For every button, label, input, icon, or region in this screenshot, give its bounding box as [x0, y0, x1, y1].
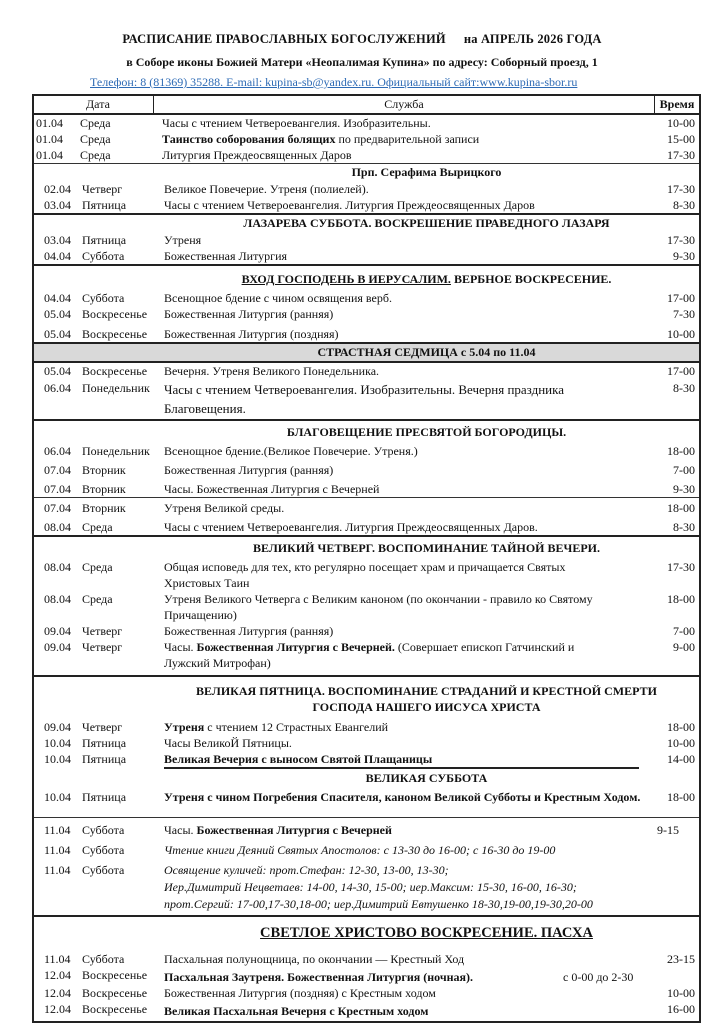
row-time: 8-30 — [673, 381, 695, 395]
row-service: Утреня Великого Четверга с Великим каноном (по окончании - правило ко Святому Причащению) — [164, 592, 593, 622]
section-title — [34, 677, 699, 717]
table-row — [34, 498, 699, 516]
row-service: Божественная Литургия (поздняя) — [164, 327, 339, 341]
row-weekday: Воскресенье — [82, 986, 148, 1000]
table-row — [34, 967, 699, 985]
row-weekday: Среда — [80, 148, 111, 162]
row-date: 04.04 — [44, 291, 71, 305]
row-time: 17-30 — [667, 182, 695, 196]
section-title: Прп. Серафима Вырицкого — [351, 165, 502, 179]
row-date: 09.04 — [44, 624, 71, 638]
row-date: 10.04 — [44, 752, 71, 766]
section-pascha — [34, 917, 699, 1021]
table-row — [34, 559, 699, 591]
kulich-blessing-line-3: прот.Сергий: 17-00,17-30,18-00; иер.Димитрий Евтушенко 18-30,19-00,19-30,20-00 — [164, 897, 593, 911]
service-bold: Утреня — [164, 720, 205, 734]
row-weekday: Среда — [82, 592, 113, 606]
row-weekday: Среда — [82, 520, 113, 534]
row-service: Божественная Литургия (ранняя) — [164, 624, 334, 638]
row-time: 18-00 — [667, 720, 695, 734]
row-time: 18-00 — [667, 790, 695, 804]
section-title: ЛАЗАРЕВА СУББОТА. ВОСКРЕШЕНИЕ ПРАВЕДНОГО ЛАЗАРЯ — [243, 216, 610, 230]
row-weekday: Воскресенье — [82, 968, 148, 982]
contact-link[interactable]: Телефон: 8 (81369) 35288. E-mail: kupina-sb@yandex.ru. Официальный сайт:www.kupina-sbor.ru — [90, 75, 578, 89]
table-row — [34, 147, 699, 163]
kulich-blessing-line-2: Иер.Димитрий Нецветаев: 14-00, 14-30, 15-00; иер.Максим: 15-30, 16-00, 16-30; — [164, 880, 577, 894]
section-title: БЛАГОВЕЩЕНИЕ ПРЕСВЯТОЙ БОГОРОДИЦЫ. — [286, 425, 567, 439]
row-weekday: Среда — [80, 116, 111, 130]
service-bold: Божественная Литургия с Вечерней. — [196, 640, 395, 654]
row-weekday: Пятница — [82, 752, 127, 766]
row-service: Всенощное бдение с чином освящения верб. — [164, 291, 392, 305]
section-lazarus-saturday — [34, 215, 699, 266]
row-service — [164, 967, 655, 985]
row-date: 03.04 — [44, 233, 71, 247]
table-row — [34, 326, 699, 342]
section-april-1 — [34, 115, 699, 164]
row-date: 10.04 — [44, 736, 71, 750]
contact-line[interactable] — [68, 75, 577, 90]
section-title-line-1: ВЕЛИКАЯ ПЯТНИЦА. ВОСПОМИНАНИЕ СТРАДАНИЙ И КРЕСТНОЙ СМЕРТИ — [196, 684, 657, 698]
row-date: 11.04 — [44, 863, 71, 877]
row-weekday: Вторник — [82, 482, 126, 496]
table-row — [34, 248, 699, 264]
section-title-text: СВЕТЛОЕ ХРИСТОВО ВОСКРЕСЕНИЕ. ПАСХА — [260, 925, 593, 941]
service-time-range: с 0-00 до 2-30 — [563, 970, 634, 984]
row-time: 9-30 — [673, 249, 695, 263]
row-time: 10-00 — [667, 736, 695, 750]
row-weekday: Вторник — [82, 463, 126, 477]
row-service — [164, 1001, 655, 1019]
row-date: 09.04 — [44, 720, 71, 734]
service-bold: Великая Пасхальная Вечерня с Крестным ходом — [164, 1004, 429, 1018]
row-time: 7-00 — [673, 624, 695, 638]
section-great-friday — [34, 677, 699, 818]
table-row — [34, 1001, 699, 1021]
row-weekday: Четверг — [82, 640, 123, 654]
table-row — [34, 591, 699, 623]
row-time: 8-30 — [673, 520, 695, 534]
service-rest: по предварительной записи — [335, 132, 480, 146]
row-date: 11.04 — [44, 952, 71, 966]
row-time: 23-15 — [667, 952, 695, 966]
row-date: 07.04 — [44, 463, 71, 477]
row-time: 9-00 — [673, 640, 695, 654]
column-header-service: Служба — [154, 96, 655, 113]
row-time: 7-00 — [673, 463, 695, 477]
schedule-table — [32, 94, 701, 1023]
table-row — [34, 115, 699, 131]
row-date: 07.04 — [44, 482, 71, 496]
table-row — [34, 751, 699, 769]
row-time: 10-00 — [667, 327, 695, 341]
table-row — [34, 462, 699, 478]
table-row — [34, 951, 699, 967]
row-weekday: Понедельник — [82, 444, 150, 458]
row-time: 17-30 — [667, 233, 695, 247]
table-row — [34, 818, 699, 838]
section-great-thursday — [34, 537, 699, 677]
table-row — [34, 519, 699, 535]
table-row — [34, 232, 699, 248]
row-date: 01.04 — [36, 116, 63, 130]
table-row — [34, 290, 699, 306]
row-weekday: Четверг — [82, 624, 123, 638]
row-time: 17-30 — [667, 148, 695, 162]
row-date: 03.04 — [44, 198, 71, 212]
table-row — [34, 787, 699, 817]
row-date: 06.04 — [44, 381, 71, 395]
row-service: Утреня — [164, 233, 202, 247]
section-title — [34, 266, 699, 290]
row-time: 16-00 — [667, 1002, 695, 1016]
page-subtitle: в Соборе иконы Божией Матери «Неопалимая Купина» по адресу: Соборный проезд, 1 — [126, 55, 598, 69]
row-weekday: Суббота — [82, 863, 125, 877]
holy-week-band: СТРАСТНАЯ СЕДМИЦА с 5.04 по 11.04 — [34, 344, 699, 363]
row-service: Божественная Литургия (ранняя) — [164, 463, 334, 477]
section-title-underlined: ВХОД ГОСПОДЕНЬ В ИЕРУСАЛИМ. — [241, 272, 451, 286]
column-header-time: Время — [659, 97, 695, 111]
row-service — [164, 822, 655, 838]
row-date: 08.04 — [44, 520, 71, 534]
row-service: Часы с чтением Четвероевангелия. Литургия Преждеосвященных Даров. — [164, 520, 538, 534]
table-row — [34, 862, 699, 915]
service-bold: Божественная Литургия с Вечерней — [196, 823, 392, 837]
row-service: Вечерня. Утреня Великого Понедельника. — [164, 364, 380, 378]
row-weekday: Воскресенье — [82, 307, 148, 321]
row-weekday: Четверг — [82, 720, 123, 734]
row-weekday: Среда — [82, 560, 113, 574]
row-service: Часы с чтением Четвероевангелия. Изобразительны. — [162, 116, 431, 130]
table-row — [34, 443, 699, 459]
subsection-title: ВЕЛИКАЯ СУББОТА — [365, 771, 488, 785]
row-weekday: Пятница — [82, 736, 127, 750]
row-date: 09.04 — [44, 640, 71, 654]
row-date: 08.04 — [44, 592, 71, 606]
row-time: 18-00 — [667, 444, 695, 458]
row-weekday: Воскресенье — [82, 1002, 148, 1016]
table-row — [34, 842, 699, 858]
row-date: 12.04 — [44, 968, 71, 982]
table-row — [34, 481, 699, 497]
service-pre: Часы. — [164, 823, 197, 837]
row-weekday: Пятница — [82, 233, 127, 247]
row-service: Часы ВеликоЙ Пятницы. — [164, 736, 292, 750]
row-service: Часы с чтением Четвероевангелия. Изобразительны. Вечерня праздника Благовещения. — [164, 382, 564, 416]
row-weekday: Четверг — [82, 182, 123, 196]
row-time: 18-00 — [667, 501, 695, 515]
row-date: 05.04 — [44, 307, 71, 321]
table-row — [34, 197, 699, 213]
row-time: 18-00 — [667, 592, 695, 606]
row-date: 04.04 — [44, 249, 71, 263]
row-service — [164, 719, 655, 735]
row-time: 9-30 — [673, 482, 695, 496]
row-time: 17-00 — [667, 291, 695, 305]
row-weekday: Суббота — [82, 843, 125, 857]
table-row — [34, 985, 699, 1001]
row-date: 05.04 — [44, 364, 71, 378]
row-service: Великое Повечерие. Утреня (полиелей). — [164, 182, 369, 196]
section-palm-sunday — [34, 266, 699, 344]
row-service: Божественная Литургия — [164, 249, 288, 263]
service-bold: Утреня с чином Погребения Спасителя, каноном Великой Субботы и Крестным Ходом. — [164, 790, 641, 804]
table-row — [34, 623, 699, 639]
row-date: 11.04 — [44, 823, 71, 837]
row-weekday: Пятница — [82, 198, 127, 212]
row-date: 12.04 — [44, 986, 71, 1000]
section-great-wednesday — [34, 498, 699, 537]
row-weekday: Пятница — [82, 790, 127, 804]
section-seraphim — [34, 164, 699, 215]
row-weekday: Понедельник — [82, 381, 150, 395]
table-header — [34, 96, 699, 115]
row-date: 10.04 — [44, 790, 71, 804]
row-time: 9-15 — [657, 823, 679, 837]
section-title-rest: ВЕРБНОЕ ВОСКРЕСЕНИЕ. — [450, 272, 612, 286]
row-time: 8-30 — [673, 198, 695, 212]
row-date: 06.04 — [44, 444, 71, 458]
row-weekday: Среда — [80, 132, 111, 146]
row-service — [164, 789, 655, 805]
row-service: Чтение книги Деяний Святых Апостолов: с 13-30 до 16-00; с 16-30 до 19-00 — [164, 843, 556, 857]
title-month: на АПРЕЛЬ 2026 ГОДА — [463, 32, 602, 46]
table-row — [34, 735, 699, 751]
section-title — [34, 917, 699, 951]
row-date: 05.04 — [44, 327, 71, 341]
row-time: 15-00 — [667, 132, 695, 146]
row-date: 07.04 — [44, 501, 71, 515]
row-service — [164, 862, 655, 913]
service-bold: Великая Вечерия с выносом Святой Плащаницы — [164, 752, 433, 766]
row-service — [164, 639, 655, 671]
row-weekday: Суббота — [82, 249, 125, 263]
kulich-blessing-line-1: Освящение куличей: прот.Стефан: 12-30, 13-00, 13-30; — [164, 863, 449, 877]
row-time: 14-00 — [667, 752, 695, 766]
row-weekday: Вторник — [82, 501, 126, 515]
table-row — [34, 181, 699, 197]
table-row — [34, 639, 699, 675]
row-service: Литургия Преждеосвященных Даров — [162, 148, 352, 162]
row-date: 01.04 — [36, 148, 63, 162]
title-main: РАСПИСАНИЕ ПРАВОСЛАВНЫХ БОГОСЛУЖЕНИЙ — [122, 32, 446, 46]
row-service: Часы с чтением Четвероевангелия. Литургия Преждеосвященных Даров — [164, 198, 535, 212]
row-service: Божественная Литургия (поздняя) с Крестным ходом — [164, 986, 436, 1000]
row-service: Божественная Литургия (ранняя) — [164, 307, 334, 321]
row-service: Часы. Божественная Литургия с Вечерней — [164, 482, 380, 496]
row-date: 11.04 — [44, 843, 71, 857]
service-bold: Пасхальная Заутреня. Божественная Литургия (ночная). — [164, 970, 473, 984]
service-rest: с чтением 12 Страстных Евангелий — [204, 720, 389, 734]
row-date: 12.04 — [44, 1002, 71, 1016]
service-bold: Таинство соборования болящих — [162, 132, 336, 146]
table-row — [34, 719, 699, 735]
row-date: 08.04 — [44, 560, 71, 574]
section-title: ВЕЛИКИЙ ЧЕТВЕРГ. ВОСПОМИНАНИЕ ТАЙНОЙ ВЕЧЕРИ. — [253, 541, 600, 555]
row-weekday: Воскресенье — [82, 364, 148, 378]
row-service — [164, 751, 639, 769]
table-row — [34, 306, 699, 322]
table-row — [34, 363, 699, 379]
table-row — [34, 131, 699, 147]
section-annunciation — [34, 421, 699, 498]
row-weekday: Суббота — [82, 952, 125, 966]
row-service: Утреня Великой среды. — [164, 501, 285, 515]
row-weekday: Воскресенье — [82, 327, 148, 341]
row-service: Общая исповедь для тех, кто регулярно посещает храм и причащается Святых Христовых Таин — [164, 560, 566, 590]
row-time: 17-00 — [667, 364, 695, 378]
row-time: 10-00 — [667, 986, 695, 1000]
row-weekday: Суббота — [82, 823, 125, 837]
section-title-line-2: ГОСПОДА НАШЕГО ИИСУСА ХРИСТА — [312, 700, 541, 714]
service-pre: Часы. — [164, 640, 197, 654]
row-service — [162, 131, 655, 147]
column-header-date: Дата — [34, 96, 154, 113]
section-holy-week — [34, 363, 699, 421]
row-weekday: Суббота — [82, 291, 125, 305]
row-time: 10-00 — [667, 116, 695, 130]
row-time: 17-30 — [667, 560, 695, 574]
table-row — [34, 379, 699, 419]
row-time: 7-30 — [673, 307, 695, 321]
row-date: 01.04 — [36, 132, 63, 146]
row-service: Всенощное бдение.(Великое Повечерие. Утреня.) — [164, 444, 418, 458]
service-rest: (Совершает епископ Гатчинский и Лужский Митрофан) — [164, 640, 575, 670]
row-service: Пасхальная полунощница, по окончании — Крестный Ход — [164, 952, 465, 966]
row-date: 02.04 — [44, 182, 71, 196]
page-title — [0, 32, 724, 47]
section-great-saturday — [34, 818, 699, 917]
